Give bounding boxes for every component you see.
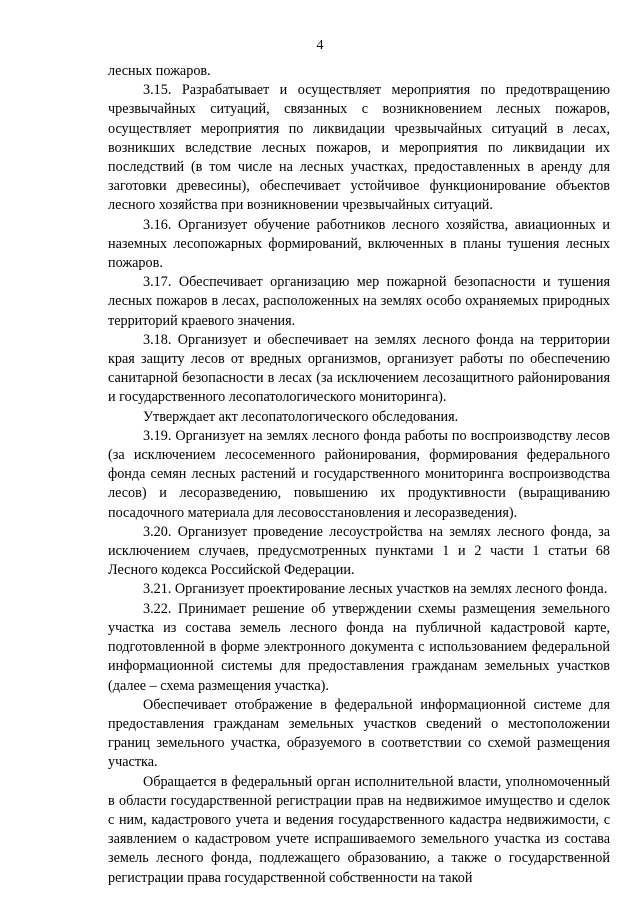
paragraph-continuation: лесных пожаров.	[108, 63, 211, 79]
paragraph-3-19: 3.19. Организует на землях лесного фонда работы по воспроизводству лесов (за исключением лесосеменного районирования, формирования федерального фонда семян лесных растений и государственного мониторинга воспроизводства лесов) и лесоразведению, повышению их продуктивности (выращиванию посадочного материала для лесовосстановления и лесоразведения).	[108, 427, 610, 521]
paragraph-3-16: 3.16. Организует обучение работников лесного хозяйства, авиационных и наземных лесопожарных формирований, включенных в планы тушения лесных пожаров.	[108, 216, 610, 272]
paragraph-3-15: 3.15. Разрабатывает и осуществляет мероприятия по предотвращению чрезвычайных ситуаций, связанных с возникновением лесных пожаров, осуществляет мероприятия по ликвидации чрезвычайных ситуаций в лесах, возникших вследствие лесных пожаров, и мероприятия по ликвидации их последствий (в том числе на лесных участках, предоставленных в аренду для заготовки древесины), обеспечивает устойчивое функционирование объектов лесного хозяйства при возникновении чрезвычайных ситуаций.	[108, 82, 610, 214]
paragraph-3-22-request: Обращается в федеральный орган исполнительной власти, уполномоченный в области государственной регистрации прав на недвижимое имущество и сделок с ним, кадастрового учета и ведения государственного кадастра недвижимости, с заявлением о кадастровом учете испрашиваемого земельного участка из состава земель лесного фонда, подлежащего образованию, а также о государственной регистрации права государственной собственности на такой	[108, 773, 610, 886]
paragraph-3-22-display: Обеспечивает отображение в федеральной информационной системе для предоставления гражданам земельных участков сведений о местоположении границ земельного участка, образуемого в соответствии со схемой размещения участка.	[108, 696, 610, 771]
paragraph-3-21: 3.21. Организует проектирование лесных участков на землях лесного фонда.	[143, 581, 608, 598]
paragraph-3-18: 3.18. Организует и обеспечивает на землях лесного фонда на территории края защиту лесов от вредных организмов, организует работы по обеспечению санитарной безопасности в лесах (за исключением лесозащитного районирования и государственного лесопатологического мониторинга).	[108, 331, 610, 406]
paragraph-3-20: 3.20. Организует проведение лесоустройства на землях лесного фонда, за исключением случаев, предусмотренных пунктами 1 и 2 части 1 статьи 68 Лесного кодекса Российской Федерации.	[108, 523, 610, 579]
paragraph-3-18-approval: Утверждает акт лесопатологического обследования.	[143, 408, 459, 425]
paragraph-3-22: 3.22. Принимает решение об утверждении схемы размещения земельного участка из состава земель лесного фонда на публичной кадастровой карте, подготовленной в форме электронного документа с использованием федеральной информационной системы для предоставления гражданам земельных участков (далее – схема размещения участка).	[108, 600, 610, 694]
page-number: 4	[316, 38, 324, 53]
document-body	[108, 62, 610, 888]
paragraph-3-17: 3.17. Обеспечивает организацию мер пожарной безопасности и тушения лесных пожаров в лесах, расположенных на землях особо охраняемых природных территорий краевого значения.	[108, 274, 610, 329]
